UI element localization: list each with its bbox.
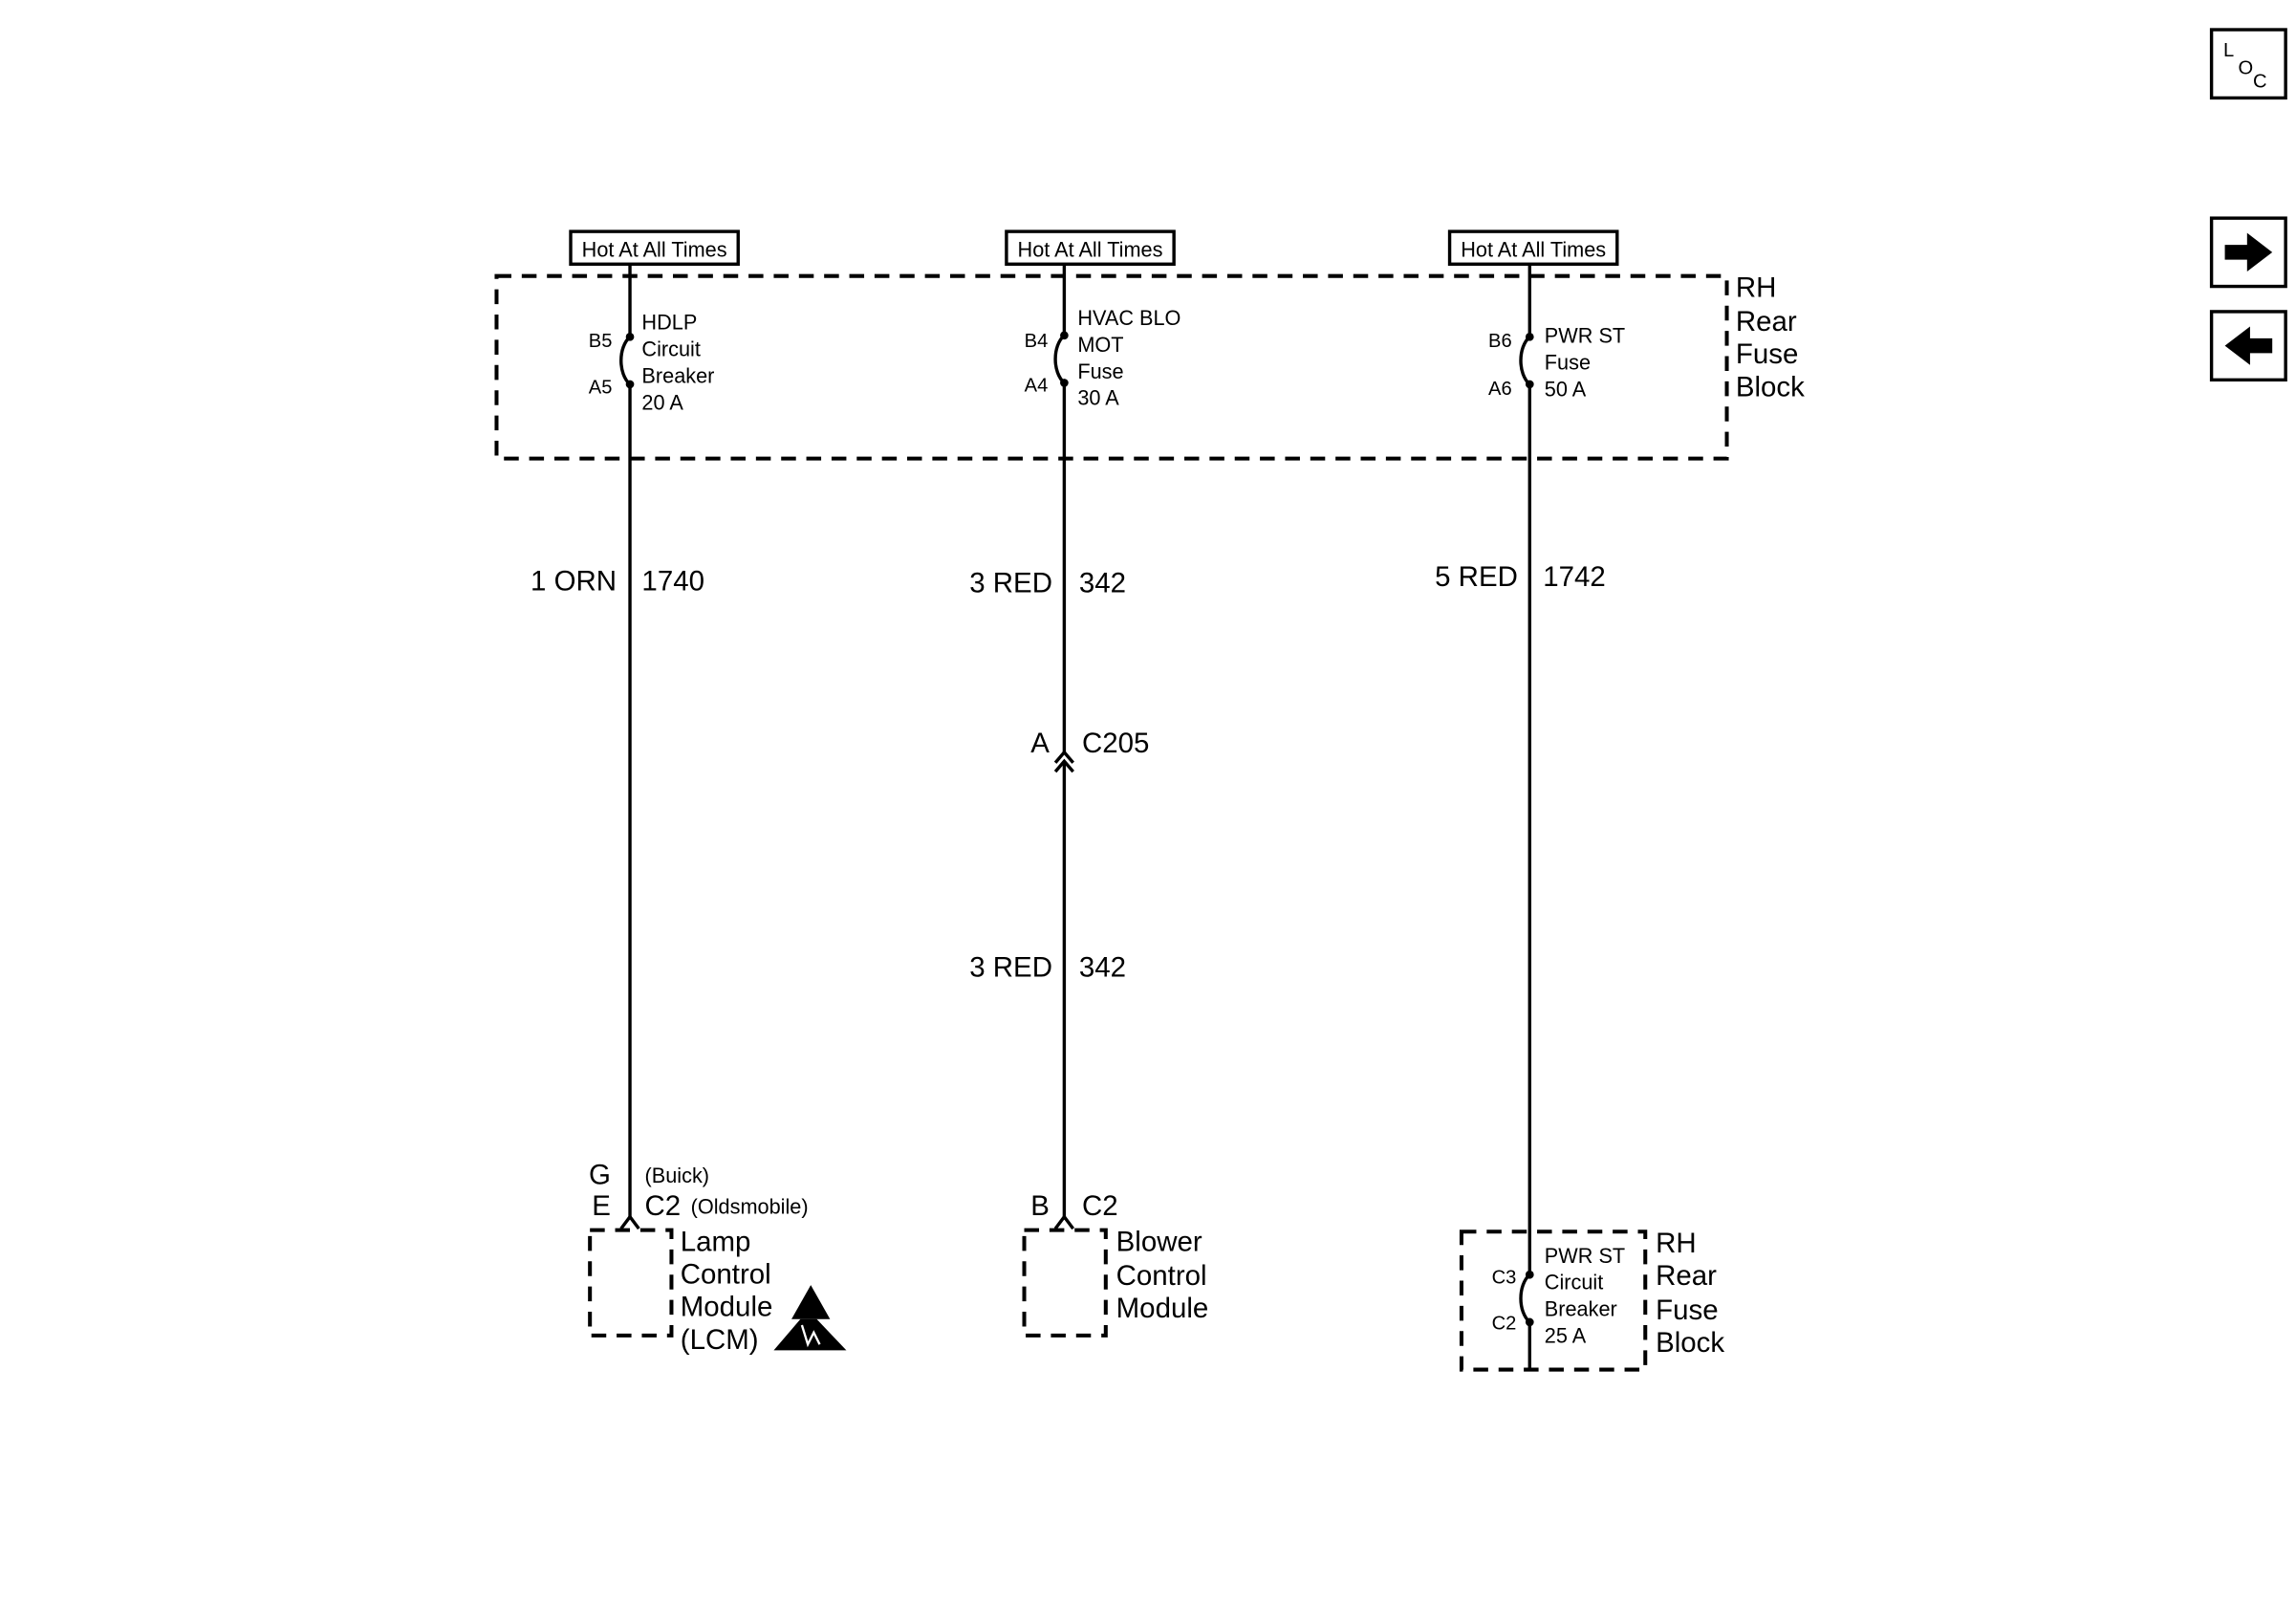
svg-text:PWR ST: PWR ST [1544,323,1626,348]
svg-text:3 RED: 3 RED [969,951,1052,984]
svg-text:Control: Control [680,1258,771,1291]
svg-text:Circuit: Circuit [1544,1270,1604,1295]
svg-text:B: B [1030,1190,1050,1223]
wire-label-342-lower [969,951,1126,983]
svg-text:30 A: 30 A [1077,385,1119,410]
svg-text:C3: C3 [1491,1267,1517,1289]
power-label-hdlp [571,231,738,264]
fuse-terminal-b4 [1060,331,1069,339]
breaker-terminal-c3 [1526,1271,1534,1279]
lcm-component[interactable] [590,1230,671,1336]
svg-text:Rear: Rear [1656,1260,1717,1293]
svg-text:RH: RH [1656,1227,1697,1259]
svg-text:Hot At All Times: Hot At All Times [581,237,727,262]
svg-text:HDLP: HDLP [641,310,698,335]
svg-text:RH: RH [1735,272,1777,304]
svg-text:Fuse: Fuse [1077,359,1124,383]
svg-text:3 RED: 3 RED [969,567,1052,599]
svg-text:B5: B5 [588,331,613,353]
lcm-connector-label [589,1160,809,1223]
svg-text:C205: C205 [1081,727,1150,759]
blower-control-module-component[interactable] [1025,1230,1106,1336]
svg-text:Hot At All Times: Hot At All Times [1017,237,1163,262]
wire-label-342-upper [969,567,1126,598]
lcm-label [681,1226,773,1355]
svg-text:Breaker: Breaker [1544,1296,1617,1321]
svg-text:MOT: MOT [1077,332,1124,357]
svg-text:E: E [592,1190,611,1223]
svg-text:Circuit: Circuit [641,337,701,361]
loc-letter-l: L [2223,39,2235,61]
svg-text:B4: B4 [1024,331,1049,353]
svg-text:Module: Module [1116,1293,1209,1325]
svg-text:Block: Block [1656,1326,1725,1359]
connector-c205-label [1030,728,1149,759]
svg-text:342: 342 [1078,567,1127,599]
circuit-breaker-symbol-pwr [1521,1274,1529,1322]
svg-text:A5: A5 [588,377,613,399]
location-button[interactable] [2212,30,2286,98]
svg-text:Block: Block [1735,371,1805,403]
fuse-symbol-hdlp [621,337,630,384]
svg-text:25 A: 25 A [1544,1323,1587,1348]
svg-text:(Buick): (Buick) [644,1163,710,1188]
svg-text:A4: A4 [1024,375,1049,397]
wire-label-1742 [1435,561,1606,593]
svg-text:PWR ST: PWR ST [1544,1243,1626,1268]
connector-terminal-blower [1055,1217,1073,1229]
svg-text:Lamp: Lamp [680,1226,751,1258]
fuse-terminal-b6 [1526,333,1534,341]
svg-text:(LCM): (LCM) [680,1323,759,1356]
svg-text:Fuse: Fuse [1656,1294,1719,1326]
svg-text:G: G [588,1159,611,1191]
fuse-symbol-hvac [1055,336,1064,383]
svg-text:Breaker: Breaker [641,363,715,388]
power-label-pwr [1450,231,1617,264]
fuse-block-label [1736,272,1805,402]
svg-text:1 ORN: 1 ORN [531,565,617,598]
svg-text:1740: 1740 [641,565,704,598]
fuse-symbol-pwr [1521,337,1529,384]
rh-rear-fuse-block-label [1656,1228,1724,1359]
previous-page-button[interactable] [2212,312,2286,380]
svg-text:HVAC BLO: HVAC BLO [1077,305,1181,330]
svg-text:C2: C2 [1081,1190,1118,1223]
svg-text:Fuse: Fuse [1544,350,1592,375]
svg-text:Rear: Rear [1735,306,1797,338]
svg-text:(Oldsmobile): (Oldsmobile) [690,1194,809,1219]
svg-text:A: A [1030,727,1050,759]
svg-text:B6: B6 [1488,331,1512,353]
connector-terminal-lcm [621,1217,639,1229]
loc-letter-o: O [2238,57,2254,79]
blower-control-module-label [1116,1226,1209,1324]
next-page-button[interactable] [2212,218,2286,286]
loc-letter-c: C [2253,71,2267,93]
fuse-hvac [1025,306,1181,410]
svg-text:1742: 1742 [1543,561,1606,594]
svg-text:C2: C2 [644,1190,682,1223]
svg-text:5 RED: 5 RED [1435,561,1518,594]
fuse-hdlp [589,311,715,415]
blower-connector-label [1030,1190,1117,1222]
svg-text:20 A: 20 A [641,390,683,415]
svg-text:50 A: 50 A [1544,377,1587,402]
fuse-terminal-b5 [626,333,635,341]
svg-text:Module: Module [680,1291,773,1323]
svg-text:Hot At All Times: Hot At All Times [1461,237,1607,262]
pwr-st-circuit-breaker [1492,1244,1626,1348]
wire-label-1740 [531,566,704,598]
svg-text:A6: A6 [1488,378,1512,400]
power-label-hvac [1007,231,1174,264]
esd-warning-icon [773,1285,846,1350]
fuse-pwr-st [1488,324,1625,402]
svg-text:Fuse: Fuse [1735,338,1799,371]
svg-text:C2: C2 [1491,1313,1517,1335]
svg-text:Control: Control [1116,1260,1207,1293]
svg-text:Blower: Blower [1116,1226,1202,1258]
svg-text:342: 342 [1078,951,1127,984]
